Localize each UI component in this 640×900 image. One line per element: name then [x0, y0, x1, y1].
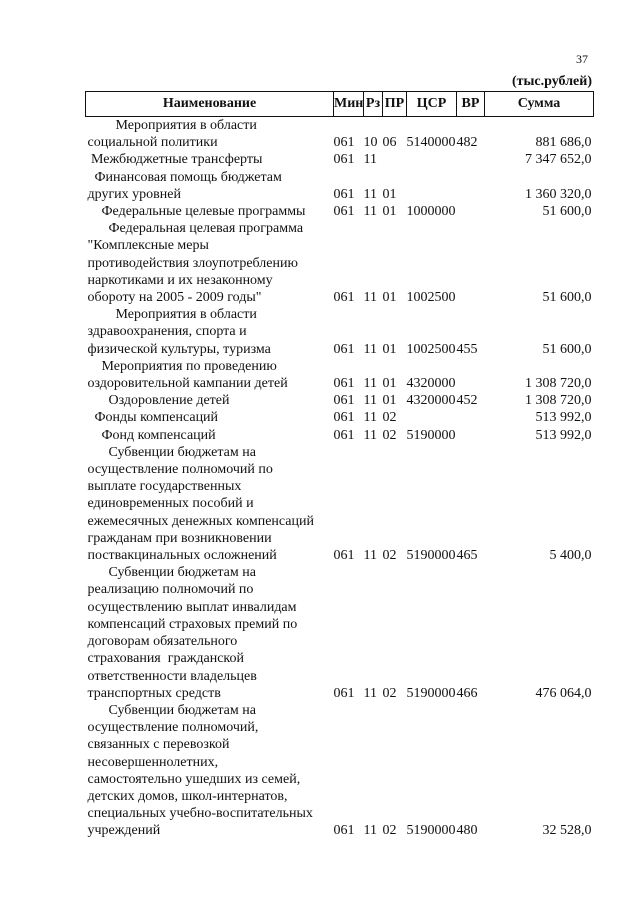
- table-header: [86, 92, 594, 117]
- row-name: Субвенции бюджетам на осуществление полномочий по выплате государственных единовременных пособий и ежемесячных денежных компенсаций гражданам при возникновении поствакцинальных осложнений: [87, 444, 315, 564]
- row-rz: 11: [363, 548, 377, 564]
- row-rz: 11: [363, 204, 377, 220]
- table-row: [86, 203, 594, 220]
- row-rz: 11: [363, 823, 377, 839]
- header-rz: Рз: [364, 92, 383, 117]
- row-min: 061: [333, 548, 355, 564]
- row-csr: 4320000: [406, 376, 456, 392]
- row-csr: [407, 169, 457, 203]
- row-sum: 51 600,0: [542, 290, 592, 306]
- row-name: Мероприятия по проведению оздоровительной кампании детей: [87, 358, 288, 392]
- row-pr: 02: [382, 685, 397, 701]
- row-vr: 455: [456, 341, 478, 357]
- row-rz: 11: [363, 376, 377, 392]
- row-vr: [457, 203, 485, 220]
- row-vr: 465: [456, 548, 478, 564]
- table-row: [86, 358, 594, 392]
- row-pr: 02: [382, 823, 397, 839]
- row-pr: [383, 151, 407, 168]
- row-min: 061: [333, 427, 355, 443]
- row-csr: 5190000: [406, 548, 456, 564]
- row-name: Субвенции бюджетам на осуществление полномочий, связанных с перевозкой несовершеннолетних, самостоятельно ушедших из семей, детских домов, школ-интернатов, специальных учебно-воспитательных учреждений: [87, 702, 313, 839]
- table-row: [86, 151, 594, 168]
- table-row: [86, 427, 594, 444]
- row-pr: 01: [382, 186, 397, 202]
- row-pr: 01: [382, 376, 397, 392]
- row-csr: 5140000: [406, 135, 456, 151]
- row-vr: 452: [456, 393, 478, 409]
- row-rz: 11: [363, 393, 377, 409]
- row-csr: [407, 409, 457, 426]
- row-vr: 480: [456, 823, 478, 839]
- row-csr: 4320000: [406, 393, 456, 409]
- row-vr: [457, 169, 485, 203]
- table-row: [86, 444, 594, 564]
- row-rz: 11: [363, 152, 377, 168]
- header-csr: ЦСР: [407, 92, 457, 117]
- row-pr: 02: [382, 427, 397, 443]
- row-name: Фонд компенсаций: [87, 427, 216, 443]
- row-rz: 11: [363, 685, 377, 701]
- row-min: 061: [333, 341, 355, 357]
- row-name: Субвенции бюджетам на реализацию полномочий по осуществлению выплат инвалидам компенсаций страховых премий по договорам обязательного страхования гражданской ответственности владельцев транспортных средств: [87, 565, 298, 701]
- row-name: Мероприятия в области социальной политики: [87, 118, 257, 151]
- row-vr: [457, 427, 485, 444]
- row-rz: 11: [363, 290, 377, 306]
- row-pr: 02: [382, 548, 397, 564]
- row-sum: 881 686,0: [535, 135, 592, 151]
- units-label: (тыс.рублей): [511, 74, 592, 89]
- row-name: Фонды компенсаций: [87, 410, 219, 426]
- row-min: 061: [333, 152, 355, 168]
- row-pr: 01: [382, 393, 397, 409]
- row-rz: 11: [363, 410, 377, 426]
- row-rz: 10: [363, 135, 378, 151]
- row-csr: 5190000: [406, 427, 456, 443]
- row-sum: 5 400,0: [549, 548, 592, 564]
- table-row: [86, 117, 594, 152]
- header-sum: Сумма: [485, 92, 594, 117]
- row-csr: 5190000: [406, 685, 456, 701]
- row-sum: 1 308 720,0: [525, 376, 592, 392]
- row-min: 061: [333, 685, 355, 701]
- row-vr: [457, 220, 485, 306]
- row-min: 061: [333, 204, 355, 220]
- table-row: [86, 409, 594, 426]
- header-vr: ВР: [457, 92, 485, 117]
- row-min: 061: [333, 410, 355, 426]
- row-vr: 482: [456, 135, 478, 151]
- table-row: [86, 306, 594, 358]
- row-name: Мероприятия в области здравоохранения, спорта и физической культуры, туризма: [87, 307, 271, 357]
- row-sum: 32 528,0: [542, 823, 592, 839]
- row-sum: 476 064,0: [535, 685, 592, 701]
- row-sum: 51 600,0: [542, 204, 592, 220]
- row-vr: 466: [456, 685, 478, 701]
- row-sum: 1 308 720,0: [525, 393, 592, 409]
- header-pr: ПР: [383, 92, 407, 117]
- row-csr: 5190000: [406, 823, 456, 839]
- row-pr: 06: [382, 135, 397, 151]
- row-sum: 51 600,0: [542, 341, 592, 357]
- header-name: Наименование: [86, 92, 334, 117]
- row-vr: [457, 409, 485, 426]
- row-min: 061: [333, 376, 355, 392]
- row-min: 061: [333, 823, 355, 839]
- row-pr: 01: [382, 341, 397, 357]
- row-csr: [407, 151, 457, 168]
- row-pr: 02: [382, 410, 397, 426]
- table-row: [86, 392, 594, 409]
- row-csr: 1000000: [406, 204, 456, 220]
- row-vr: [457, 358, 485, 392]
- row-sum: 7 347 652,0: [525, 152, 592, 168]
- row-sum: 1 360 320,0: [525, 186, 592, 202]
- row-min: 061: [333, 290, 355, 306]
- row-rz: 11: [363, 341, 377, 357]
- row-rz: 11: [363, 186, 377, 202]
- row-min: 061: [333, 135, 355, 151]
- table-body: [86, 117, 594, 840]
- row-csr: 1002500: [406, 290, 456, 306]
- budget-table: [85, 91, 594, 840]
- page-number: 37: [576, 52, 588, 66]
- row-name: Оздоровление детей: [87, 393, 230, 409]
- row-pr: 01: [382, 204, 397, 220]
- row-rz: 11: [363, 427, 377, 443]
- row-name: Федеральная целевая программа "Комплексные меры противодействия злоупотреблению наркотиками и их незаконному обороту на 2005 - 2009 годы": [87, 221, 304, 306]
- row-min: 061: [333, 393, 355, 409]
- row-name: Межбюджетные трансферты: [87, 152, 263, 168]
- row-name: Финансовая помощь бюджетам других уровней: [87, 169, 282, 202]
- table-row: [86, 169, 594, 203]
- header-min: Мин: [334, 92, 364, 117]
- row-csr: 1002500: [406, 341, 456, 357]
- table-row: [86, 564, 594, 702]
- row-sum: 513 992,0: [535, 427, 592, 443]
- table-row: [86, 220, 594, 306]
- row-min: 061: [333, 186, 355, 202]
- row-vr: [457, 151, 485, 168]
- table-row: [86, 702, 594, 840]
- row-sum: 513 992,0: [535, 410, 592, 426]
- row-pr: 01: [382, 290, 397, 306]
- row-name: Федеральные целевые программы: [87, 204, 306, 220]
